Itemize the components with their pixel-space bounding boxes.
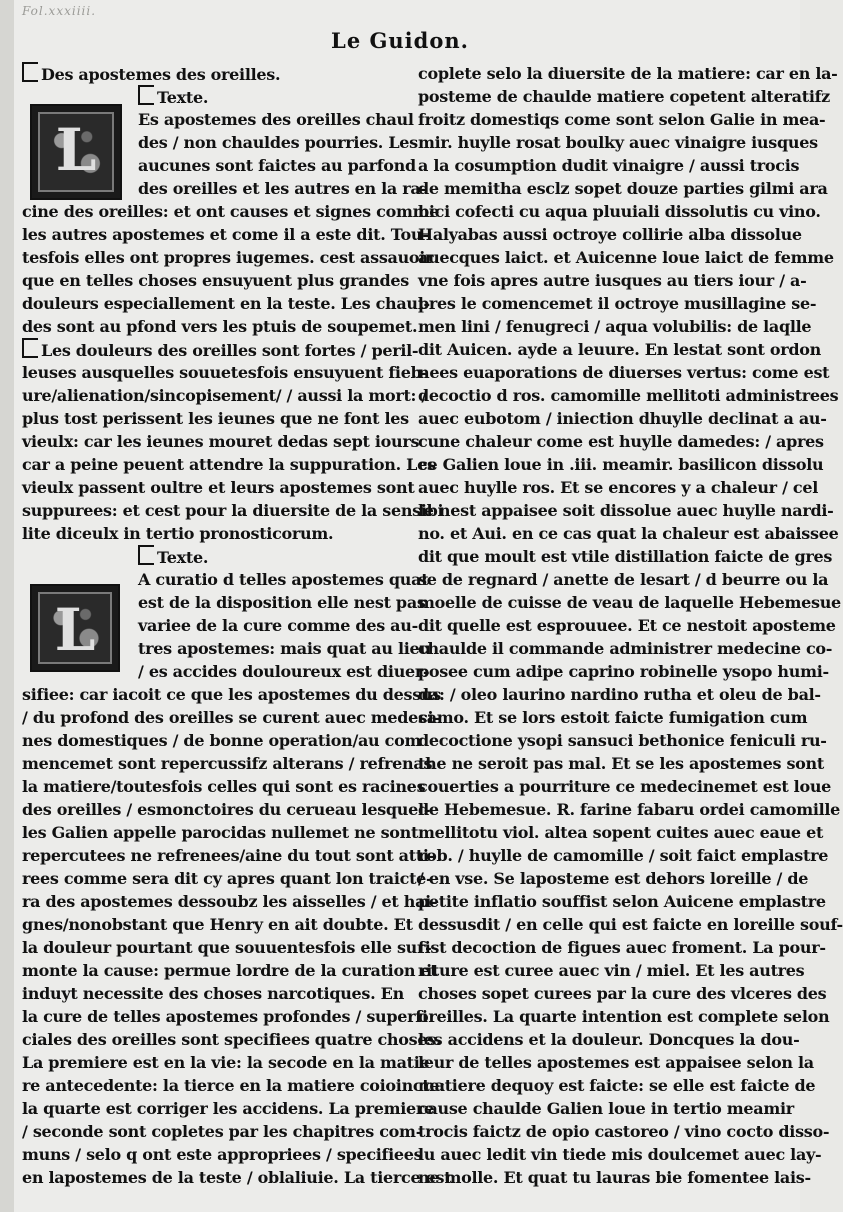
line-text: oreilles. La quarte intention est complete selon [418, 1007, 830, 1026]
line-text: chaulde il commande administrer medecine co- [418, 639, 833, 658]
line-text: choses sopet curees par la cure des vlceres des [418, 984, 827, 1003]
line-text: des / non chauldes pourries. Les [138, 133, 418, 152]
line-text: a la cosumption dudit vinaigre / aussi trocis [418, 156, 800, 175]
line-text: douleurs especiallement en la teste. Les chaul- [22, 294, 430, 313]
line-text: vieulx: car les ieunes mouret dedas sept iours [22, 432, 420, 451]
line-text: dit Auicen. ayde a leuure. En lestat sont ordon [418, 340, 822, 359]
text-line [22, 407, 409, 430]
line-text: dit que moult est vtile distillation faicte de gres [418, 547, 833, 566]
line-text: les accidens et la douleur. Doncques la dou- [418, 1030, 800, 1049]
text-line [22, 223, 429, 246]
line-text: repercutees ne refrenees/aine du tout sont atti- [22, 846, 436, 865]
line-text: en lapostemes de la teste / oblaliuie. La tierce est [22, 1168, 452, 1187]
line-text: tesfois elles ont propres iugemes. cest assauoir [22, 248, 434, 267]
line-text: mir. huylle rosat boulky auec vinaigre iusques [418, 133, 818, 152]
line-text: La premiere est en la vie: la secode en la matie [22, 1053, 430, 1072]
line-text: cause chaulde Galien loue in tertio meamir [418, 1099, 794, 1118]
text-line [418, 522, 839, 545]
line-text: / du profond des oreilles se curent auec medeci- [22, 708, 440, 727]
line-text: tres apostemes: mais quat au lieu [138, 639, 431, 658]
text-line [418, 637, 833, 660]
line-text: ciales des oreilles sont specifiees quatre choses. [22, 1030, 442, 1049]
line-text: se de regnard / anette de lesart / d beurre ou la [418, 570, 829, 589]
line-text: la cure de telles apostemes profondes / superfi [22, 1007, 428, 1026]
line-text: decoctio d ros. camomille mellitoti administrees [418, 386, 839, 405]
text-line [418, 775, 832, 798]
text-line [418, 200, 821, 223]
line-text: moelle de cuisse de veau de laquelle Hebemesue [418, 593, 841, 612]
text-line [22, 867, 433, 890]
text-line [418, 729, 827, 752]
text-line [418, 338, 822, 361]
line-text: lite diceulx in tertio pronosticorum. [22, 524, 334, 543]
text-line [22, 246, 434, 269]
line-text: the ne seroit pas mal. Et se les apostemes sont [418, 754, 824, 773]
text-line [22, 706, 440, 729]
line-text: petite inflatio souffist selon Auicene emplastre [418, 892, 826, 911]
text-line [418, 476, 818, 499]
line-text: posteme de chaulde matiere copetent alteratifz [418, 87, 830, 106]
line-text: Es apostemes des oreilles chaul [138, 110, 414, 129]
text-line [418, 154, 800, 177]
line-text: dit quelle est esprouuee. Et ce nestoit aposteme [418, 616, 836, 635]
line-text: ra des apostemes dessoubz les aisselles / et hai- [22, 892, 438, 911]
line-text: monte la cause: permue lordre de la curation et [22, 961, 438, 980]
text-line [22, 1005, 428, 1028]
text-line [22, 292, 430, 315]
text-line [22, 775, 426, 798]
line-text: la quarte est corriger les accidens. La premiere [22, 1099, 434, 1118]
line-text: da: / oleo laurino nardino rutha et oleu de bal- [418, 685, 821, 704]
text-line [418, 545, 833, 568]
line-text: posee cum adipe caprino robinelle ysopo humi- [418, 662, 829, 681]
text-line [22, 361, 428, 384]
line-text: que en telles choses ensuyuent plus grandes [22, 271, 409, 290]
line-text: Les douleurs des oreilles sont fortes / peril- [41, 341, 419, 360]
text-line [22, 338, 419, 361]
line-text: le nest appaisee soit dissolue auec huylle nardi- [418, 501, 834, 520]
text-line [22, 453, 436, 476]
line-text: des sont au pfond vers les ptuis de soupemet. [22, 317, 418, 336]
text-line [22, 522, 394, 545]
line-text: ne molle. Et quat tu lauras bie fomentee lais- [418, 1168, 811, 1187]
line-text: de memitha esclz sopet douze parties gilmi ara [418, 179, 828, 198]
text-line [418, 1005, 830, 1028]
text-line [418, 936, 826, 959]
text-line [418, 453, 824, 476]
text-line [418, 867, 809, 890]
line-text: les Galien appelle parocidas nullemet ne sont [22, 823, 419, 842]
text-line [418, 752, 824, 775]
text-line [22, 844, 436, 867]
text-line [418, 821, 824, 844]
text-line [418, 844, 829, 867]
line-text: pres le comencemet il octroye musillagine se- [418, 294, 817, 313]
text-line [22, 959, 438, 982]
page-gutter [0, 0, 14, 1212]
line-text: trocis faictz de opio castoreo / vino cocto disso- [418, 1122, 830, 1141]
text-line [22, 1097, 434, 1120]
text-line [22, 476, 415, 499]
line-text: mellitotu viol. altea sopent cuites auec eaue et [418, 823, 824, 842]
text-line [418, 1166, 811, 1189]
text-line [418, 131, 818, 154]
text-line [22, 384, 427, 407]
line-text: leur de telles apostemes est appaisee selon la [418, 1053, 814, 1072]
text-line [418, 1143, 822, 1166]
decorated-initial [30, 584, 120, 672]
line-text: auec huylle ros. Et se encores y a chaleur / cel [418, 478, 818, 497]
line-text: bici cofecti cu aqua pluuiali dissolutis cu vino. [418, 202, 821, 221]
line-text: gnes/nonobstant que Henry en ait doubte. Et [22, 915, 413, 934]
pilcrow-icon [22, 62, 38, 82]
line-text: variee de la cure comme des au- [138, 616, 418, 635]
text-line [418, 1028, 800, 1051]
line-text: vieulx passent oultre et leurs apostemes sont [22, 478, 415, 497]
line-text: est de la disposition elle nest pas [138, 593, 426, 612]
line-text: mencemet sont repercussifz alterans / refrenas [22, 754, 433, 773]
text-line [22, 499, 444, 522]
text-line [22, 890, 438, 913]
text-line [22, 62, 394, 85]
text-line [418, 108, 826, 131]
text-line [418, 890, 826, 913]
text-line [418, 959, 805, 982]
line-text: couerties a pourriture ce medecinemet est loue [418, 777, 832, 796]
line-text: / seconde sont copletes par les chapitres com- [22, 1122, 423, 1141]
text-line [418, 568, 829, 591]
line-text: / en vse. Se laposteme est dehors loreille / de [418, 869, 809, 888]
bleed-through-text: Fol.xxxiiii. [22, 4, 97, 18]
line-text: la douleur pourtant que souuentesfois elle sur- [22, 938, 432, 957]
text-line [418, 177, 828, 200]
line-text: auecques laict. et Auicenne loue laict de femme [418, 248, 834, 267]
text-line [22, 752, 433, 775]
text-line [418, 660, 829, 683]
line-text: Texte. [157, 548, 209, 567]
text-line [418, 683, 821, 706]
text-line [418, 384, 839, 407]
text-line [418, 1120, 830, 1143]
text-line [418, 269, 807, 292]
line-text: Texte. [157, 88, 209, 107]
text-line [418, 1074, 816, 1097]
text-line [418, 913, 843, 936]
pilcrow-icon [22, 338, 38, 358]
text-line [22, 1143, 423, 1166]
line-text: leuses ausquelles souuetesfois ensuyuent fieb- [22, 363, 428, 382]
decorated-initial [30, 104, 122, 200]
text-line [418, 499, 834, 522]
text-line [22, 798, 431, 821]
line-text: nes domestiques / de bonne operation/au com [22, 731, 422, 750]
line-text: cine des oreilles: et ont causes et signes comme [22, 202, 440, 221]
text-line [22, 1120, 423, 1143]
text-line [418, 591, 841, 614]
line-text: des oreilles / esmonctoires du cerueau lesquel- [22, 800, 431, 819]
text-line [22, 269, 409, 292]
line-text: / es accides douloureux est diuer- [138, 662, 430, 681]
line-text: matiere dequoy est faicte: se elle est faicte de [418, 1076, 816, 1095]
text-line [418, 706, 808, 729]
line-text: de Hebemesue. R. farine fabaru ordei camomille [418, 800, 841, 819]
initial-letter: L [55, 116, 97, 184]
text-line [418, 407, 827, 430]
line-text: des oreilles et les autres en la ra- [138, 179, 427, 198]
line-text: riture est curee auec vin / miel. Et les autres [418, 961, 805, 980]
pilcrow-icon [138, 545, 154, 565]
initial-letter: L [54, 596, 96, 664]
line-text: re antecedente: la tierce en la matiere coioincte: [22, 1076, 445, 1095]
line-text: car a peine peuent attendre la suppuration. Les [22, 455, 436, 474]
line-text: rees comme sera dit cy apres quant lon traicte- [22, 869, 433, 888]
line-text: rob. / huylle de camomille / soit faict emplastre [418, 846, 829, 865]
pilcrow-icon [138, 85, 154, 105]
text-line [22, 1051, 430, 1074]
text-line [22, 200, 440, 223]
text-line [418, 315, 812, 338]
line-text: men lini / fenugreci / aqua volubilis: de laqlle [418, 317, 812, 336]
line-text: plus tost perissent les ieunes que ne font les [22, 409, 409, 428]
line-text: dessusdit / en celle qui est faicte en loreille souf- [418, 915, 843, 934]
line-text: Halyabas aussi octroye collirie alba dissolue [418, 225, 802, 244]
line-text: induyt necessite des choses narcotiques. En [22, 984, 404, 1003]
text-line [418, 292, 817, 315]
line-text: auec eubotom / iniection dhuylle declinat a au- [418, 409, 827, 428]
right-column [418, 62, 843, 1189]
line-text: lu auec ledit vin tiede mis doulcemet auec lay- [418, 1145, 822, 1164]
line-text: coplete selo la diuersite de la matiere: car en la- [418, 64, 838, 83]
text-line [418, 1051, 814, 1074]
line-text: samo. Et se lors estoit faicte fumigation cum [418, 708, 808, 727]
text-line [418, 361, 830, 384]
text-line [418, 798, 841, 821]
text-line [22, 821, 419, 844]
line-text: suppurees: et cest pour la diuersite de la sensibi [22, 501, 444, 520]
line-text: la matiere/toutesfois celles qui sont es racines [22, 777, 426, 796]
text-line [418, 430, 824, 453]
line-text: A curatio d telles apostemes quat [138, 570, 429, 589]
text-line [418, 85, 830, 108]
text-line [418, 223, 802, 246]
text-line [22, 729, 422, 752]
line-text: sifiee: car iacoit ce que les apostemes du dessus [22, 685, 441, 704]
line-text: decoctione ysopi sansuci bethonice feniculi ru- [418, 731, 827, 750]
text-line [22, 1074, 445, 1097]
text-line [22, 936, 432, 959]
text-line [418, 982, 827, 1005]
text-line [22, 545, 394, 568]
line-text: muns / selo q ont este appropriees / specifiees [22, 1145, 423, 1164]
text-line [418, 1097, 794, 1120]
text-line [22, 913, 413, 936]
line-text: nees euaporations de diuerses vertus: come est [418, 363, 830, 382]
line-text: ure/alienation/sincopisement/ / aussi la mort: / [22, 386, 427, 405]
line-text: aucunes sont faictes au parfond [138, 156, 416, 175]
text-line [22, 315, 418, 338]
line-text: ce Galien loue in .iii. meamir. basilicon dissolu [418, 455, 824, 474]
text-line [418, 246, 834, 269]
line-text: fist decoction de figues auec froment. La pour- [418, 938, 826, 957]
text-line [22, 430, 420, 453]
line-text: no. et Aui. en ce cas quat la chaleur est abaissee [418, 524, 839, 543]
text-line [22, 1028, 442, 1051]
text-line [22, 982, 404, 1005]
line-text: vne fois apres autre iusques au tiers iour / a- [418, 271, 807, 290]
running-head: Le Guidon. [331, 28, 469, 53]
line-text: cune chaleur come est huylle damedes: / apres [418, 432, 824, 451]
text-line [22, 683, 441, 706]
text-line [418, 614, 836, 637]
text-line [418, 62, 838, 85]
line-text: froitz domestiqs come sont selon Galie in mea- [418, 110, 826, 129]
text-line [22, 1166, 452, 1189]
line-text: les autres apostemes et come il a este dit. Tou- [22, 225, 429, 244]
line-text: Des apostemes des oreilles. [41, 65, 281, 84]
